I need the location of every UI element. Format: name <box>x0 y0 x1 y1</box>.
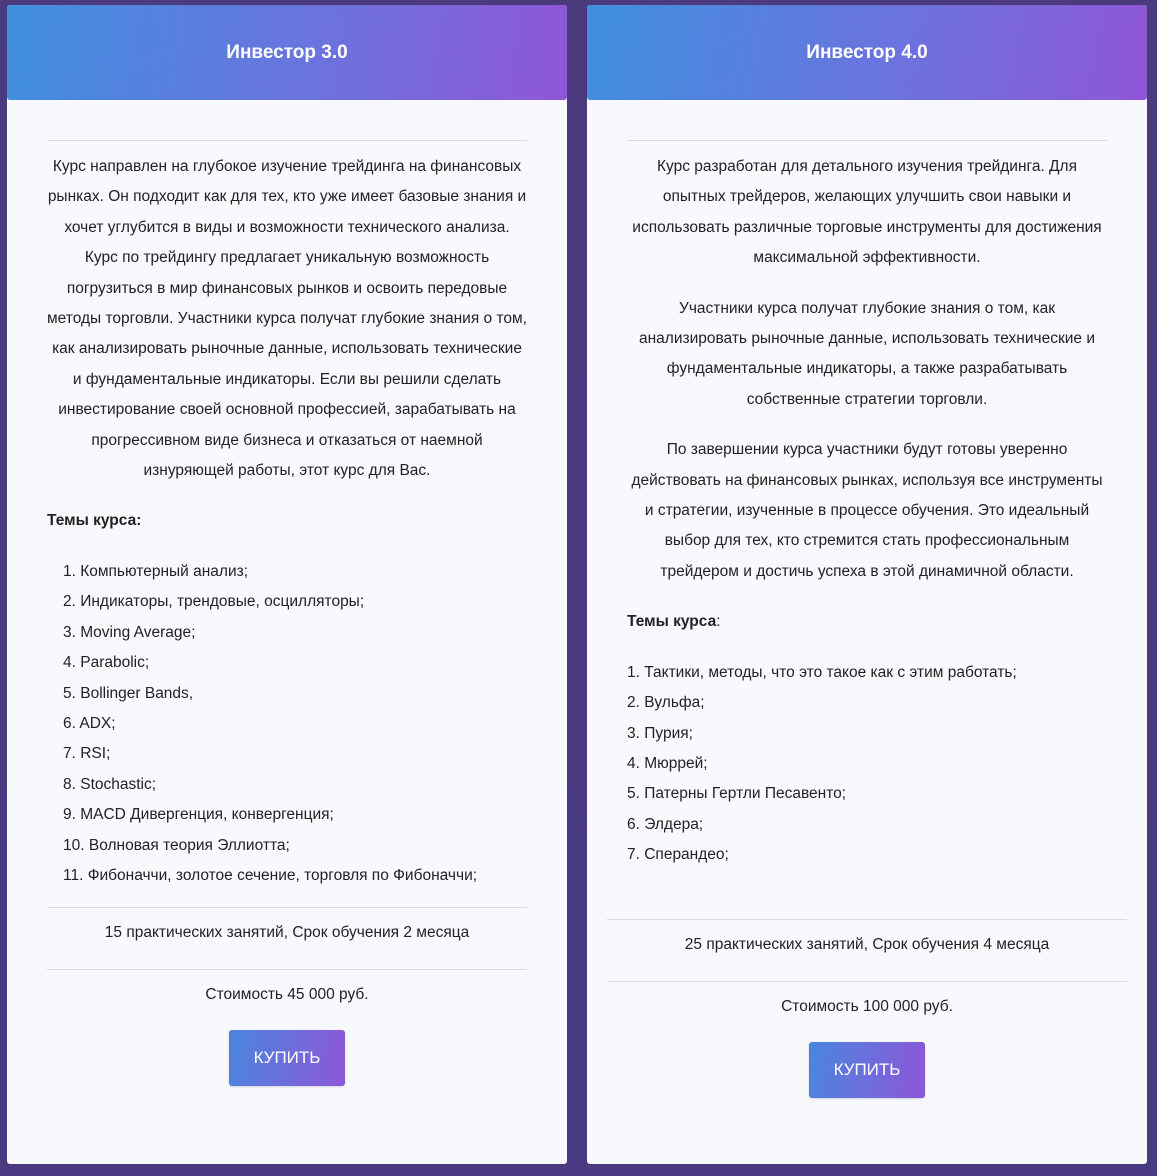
topic-item: 7. Сперандео; <box>627 846 729 864</box>
course-price: Стоимость 45 000 руб. <box>205 986 369 1004</box>
divider <box>607 981 1127 982</box>
divider <box>47 969 527 970</box>
divider <box>627 140 1107 141</box>
topic-item: 9. MACD Дивергенция, конвергенция; <box>63 806 334 824</box>
topic-item: 3. Moving Average; <box>63 623 196 641</box>
course-description: Курс направлен на глубокое изучение трейдинга на финансовых рынках. Он подходит как для тех, кто уже имеет базовые знания и хочет углубится в виды и возможности технического анализа. Курс по трейдингу предлагает уникальную возможность погрузиться в мир финансовых рынков и освоить передовые методы торговли. Участники курса получат глубокие знания о том, как анализировать рыночные данные, использовать технические и фундаментальные индикаторы. Если вы решили сделать инвестирование своей основной профессией, зарабатывать на прогрессивном виде бизнеса и отказаться от наемной изнуряющей работы, этот курс для Вас. <box>47 158 527 480</box>
topic-item: 8. Stochastic; <box>63 775 157 793</box>
topic-item: 7. RSI; <box>63 745 111 763</box>
topic-item: 5. Bollinger Bands, <box>63 684 194 702</box>
course-duration: 25 практических занятий, Срок обучения 4 месяца <box>684 935 1050 953</box>
topic-item: 4. Мюррей; <box>627 754 708 772</box>
course-description: Курс разработан для детального изучения трейдинга. Для опытных трейдеров, желающих улучшить свои навыки и использовать различные торговые инструменты для достижения максимальной эффективности. <box>632 158 1102 267</box>
card-title: Инвестор 4.0 <box>587 5 1147 100</box>
divider <box>47 140 527 141</box>
topic-item: 2. Индикаторы, трендовые, осцилляторы; <box>63 593 365 611</box>
divider <box>607 919 1127 920</box>
topic-item: 6. Элдера; <box>627 815 704 833</box>
topics-list <box>47 557 527 891</box>
topic-item: 6. ADX; <box>63 714 116 732</box>
topics-heading: Темы курса: <box>47 512 142 530</box>
topic-item: 2. Вульфа; <box>627 694 705 712</box>
course-card-investor-4 <box>587 5 1147 1164</box>
course-duration: 15 практических занятий, Срок обучения 2 месяца <box>104 924 470 942</box>
topic-item: 1. Тактики, методы, что это такое как с этим работать; <box>627 663 1017 681</box>
card-title: Инвестор 3.0 <box>7 5 567 100</box>
topics-list <box>627 658 1107 871</box>
course-description: Участники курса получат глубокие знания о том, как анализировать рыночные данные, использовать технические и фундаментальные индикаторы, а также разрабатывать собственные стратегии торговли. <box>638 299 1095 408</box>
course-card-investor-3 <box>7 5 567 1164</box>
buy-button[interactable]: КУПИТЬ <box>229 1030 345 1086</box>
topic-item: 3. Пурия; <box>627 724 693 742</box>
buy-button[interactable]: КУПИТЬ <box>809 1042 925 1098</box>
topic-item: 4. Parabolic; <box>63 654 150 672</box>
course-price: Стоимость 100 000 руб. <box>781 997 953 1015</box>
topics-heading: Темы курса: <box>627 613 721 631</box>
topic-item: 11. Фибоначчи, золотое сечение, торговля по Фибоначчи; <box>63 866 478 884</box>
course-description: По завершении курса участники будут готовы уверенно действовать на финансовых рынках, используя все инструменты и стратегии, изученные в процессе обучения. Это идеальный выбор для тех, кто стремится стать профессиональным трейдером и достичь успеха в этой динамичной области. <box>631 441 1103 580</box>
topic-item: 10. Волновая теория Эллиотта; <box>63 836 290 854</box>
topic-item: 5. Патерны Гертли Песавенто; <box>627 785 847 803</box>
topic-item: 1. Компьютерный анализ; <box>63 562 249 580</box>
divider <box>47 907 527 908</box>
